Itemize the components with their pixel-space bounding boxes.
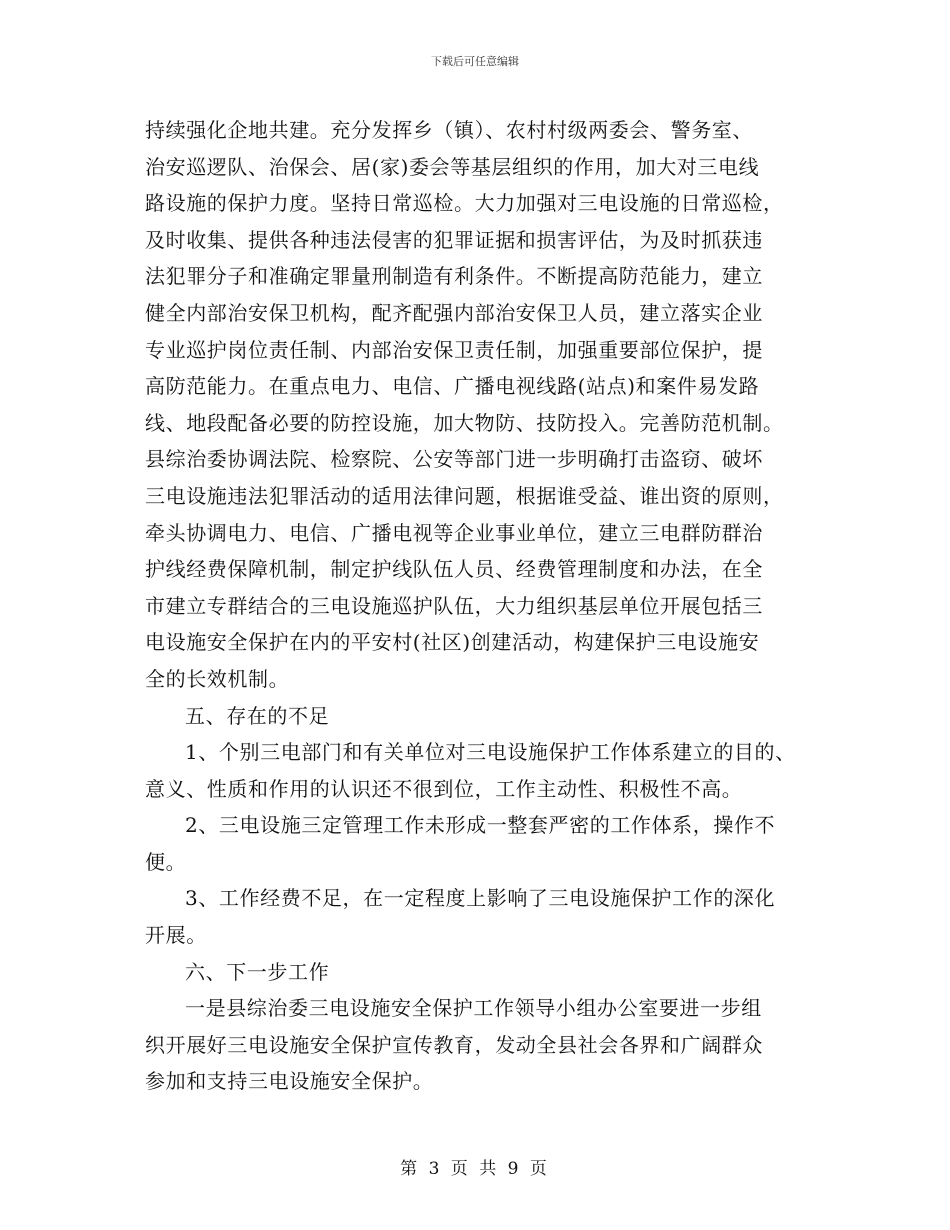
text-line: 健全内部治安保卫机构，配齐配强内部治安保卫人员，建立落实企业 (145, 300, 763, 325)
text-line: 牵头协调电力、电信、广播电视等企业事业单位，建立三电群防群治 (145, 520, 763, 545)
text-line: 3、工作经费不足，在一定程度上影响了三电设施保护工作的深化 (185, 886, 776, 911)
text-line: 线、地段配备必要的防控设施，加大物防、技防投入。完善防范机制。 (145, 410, 784, 435)
text-line: 全的长效机制。 (145, 666, 290, 691)
text-line: 持续强化企地共建。充分发挥乡（镇）、农村村级两委会、警务室、 (145, 118, 753, 142)
text-line: 市建立专群结合的三电设施巡护队伍，大力组织基层单位开展包括三 (145, 593, 763, 618)
page-header-note: 下载后可任意编辑 (431, 55, 519, 68)
section-heading: 五、存在的不足 (185, 703, 330, 728)
page-number-footer: 第 3 页 共 9 页 (400, 1159, 550, 1179)
text-line: 意义、性质和作用的认识还不很到位，工作主动性、积极性不高。 (145, 776, 743, 801)
section-heading: 六、下一步工作 (185, 959, 330, 984)
text-line: 高防范能力。在重点电力、电信、广播电视线路(站点)和案件易发路 (145, 374, 760, 399)
text-line: 路设施的保护力度。坚持日常巡检。大力加强对三电设施的日常巡检， (145, 191, 784, 216)
text-line: 县综治委协调法院、检察院、公安等部门进一步明确打击盗窃、破坏 (145, 447, 763, 472)
text-line: 三电设施违法犯罪活动的适用法律问题，根据谁受益、谁出资的原则， (145, 483, 784, 508)
document-body (145, 112, 825, 1100)
text-line: 开展。 (145, 923, 207, 948)
text-line: 参加和支持三电设施安全保护。 (145, 1069, 434, 1094)
text-line: 治安巡逻队、治保会、居(家)委会等基层组织的作用，加大对三电线 (145, 154, 760, 179)
text-line: 护线经费保障机制，制定护线队伍人员、经费管理制度和办法，在全 (145, 557, 763, 582)
text-line: 及时收集、提供各种违法侵害的犯罪证据和损害评估，为及时抓获违 (145, 227, 763, 252)
text-line: 专业巡护岗位责任制、内部治安保卫责任制，加强重要部位保护，提 (145, 337, 763, 362)
text-line: 1、个别三电部门和有关单位对三电设施保护工作体系建立的目的、 (185, 740, 796, 765)
text-line: 便。 (145, 849, 187, 874)
text-line: 电设施安全保护在内的平安村(社区)创建活动，构建保护三电设施安 (145, 630, 760, 655)
text-line: 织开展好三电设施安全保护宣传教育，发动全县社会各界和广阔群众 (145, 1032, 763, 1057)
text-line: 2、三电设施三定管理工作未形成一整套严密的工作体系，操作不 (185, 813, 776, 838)
text-line: 法犯罪分子和准确定罪量刑制造有利条件。不断提高防范能力，建立 (145, 264, 763, 289)
text-line: 一是县综治委三电设施安全保护工作领导小组办公室要进一步组 (185, 996, 762, 1021)
